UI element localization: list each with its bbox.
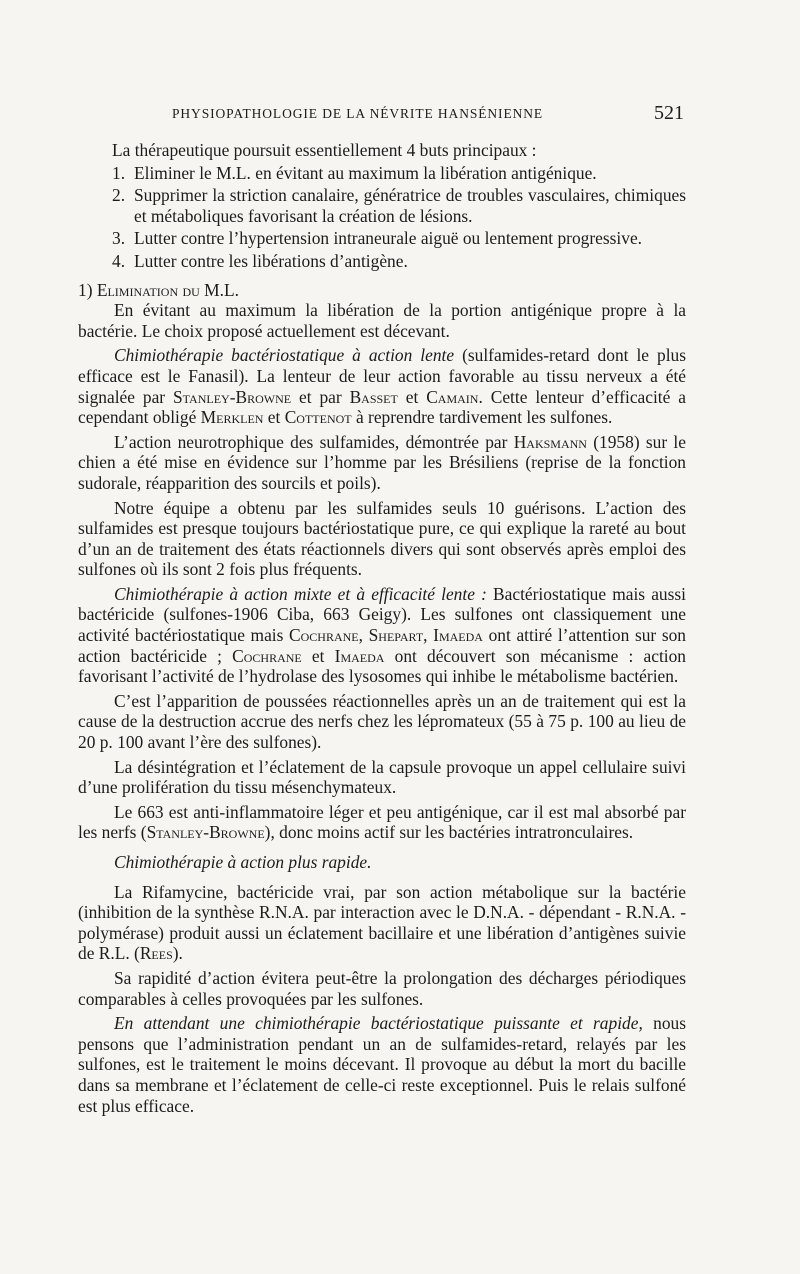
list-item (78, 228, 686, 249)
paragraph: Le 663 est anti-inflammatoire léger et peu antigénique, car il est mal absorbé par les nerfs (Stanley-Browne), donc moins actif sur les bactéries intratronculaires. (78, 801, 686, 843)
list-number: 1. (112, 162, 126, 183)
section-heading (78, 280, 686, 301)
paragraph: C’est l’apparition de poussées réactionnelles après un an de traitement qui est la cause de la destruction accrue des nerfs chez les lépromateux (55 à 75 p. 100 au lieu de 20 p. 100 avant l’ère des sulfones). (78, 690, 686, 753)
running-header (0, 102, 800, 130)
list-number: 4. (112, 250, 126, 271)
author-name: Cottenot (284, 407, 352, 428)
paragraph: La désintégration et l’éclatement de la capsule provoque un appel cellulaire suivi d’une prolifération du tissu mésenchymateux. (78, 756, 686, 798)
subheading: Chimiothérapie à action plus rapide. (114, 852, 372, 872)
paragraph: L’action neurotrophique des sulfamides, démontrée par Haksmann (1958) sur le chien a été mise en évidence sur l’homme par les Brésiliens (reprise de la fonction sudorale, réapparition des sourcils et poils). (78, 431, 686, 493)
list-item-text: Lutter contre l’hypertension intraneurale aiguë ou lentement progressive. (134, 228, 643, 249)
list-number: 3. (112, 228, 126, 249)
goals-list (78, 163, 686, 272)
list-item (78, 185, 686, 226)
body-text (78, 140, 686, 1116)
italic-heading: Chimiothérapie bactériostatique à action lente (114, 345, 455, 366)
list-number: 2. (112, 185, 126, 206)
author-name: Stanley-Browne (173, 386, 292, 407)
author-name: Cochrane (232, 645, 302, 666)
author-name: Rees (139, 943, 173, 964)
page-number: 521 (654, 102, 684, 124)
author-name: Camain (426, 386, 479, 407)
italic-heading: Chimiothérapie à action mixte et à efficacité lente : (114, 583, 487, 604)
author-name: Basset (349, 386, 398, 407)
intro-paragraph: La thérapeutique poursuit essentiellement 4 buts principaux : (112, 140, 537, 160)
list-item-text: Supprimer la striction canalaire, génératrice de troubles vasculaires, chimiques et métaboliques favorisant la création de lésions. (134, 185, 686, 226)
section-number: 1) (78, 279, 93, 300)
paragraph: Chimiothérapie à action mixte et à efficacité lente : Bactériostatique mais aussi bactéricide (sulfones-1906 Ciba, 663 Geigy). Les sulfones ont classiquement une activité bactériostatique mais Cochrane, Shepart, Imaeda ont attiré l’attention sur son action bactéricide ; Cochrane et Imaeda ont découvert son mécanisme : action favorisant l’activité de l’hydrolase des lysosomes qui inhibe le métabolisme bactérien. (78, 583, 687, 687)
list-item (78, 163, 686, 184)
list-item-text: Eliminer le M.L. en évitant au maximum la libération antigénique. (134, 162, 597, 183)
paragraph: La Rifamycine, bactéricide vrai, par son action métabolique sur la bactérie (inhibition de la synthèse R.N.A. par interaction avec le D.N.A. - dépendant - R.N.A. - polymérase) produit aussi un éclatement bacillaire et une libération d’antigènes suivie de R.L. (Rees). (78, 881, 686, 964)
paragraph: En évitant au maximum la libération de la portion antigénique propre à la bactérie. Le choix proposé actuellement est décevant. (78, 300, 686, 341)
author-name: Haksmann (513, 431, 587, 452)
running-title: PHYSIOPATHOLOGIE DE LA NÉVRITE HANSÉNIENNE (172, 106, 544, 121)
list-item (78, 251, 686, 272)
paragraph: Sa rapidité d’action évitera peut-être la prolongation des décharges périodiques comparables à celles provoquées par les sulfones. (78, 967, 686, 1009)
section-title: Elimination du M.L. (96, 279, 239, 300)
author-name: Imaeda (334, 645, 385, 666)
italic-heading: En attendant une chimiothérapie bactériostatique puissante et rapide, (114, 1013, 643, 1034)
author-name: Shepart (368, 625, 424, 646)
author-name: Cochrane (289, 625, 359, 646)
author-name: Merklen (200, 407, 264, 428)
paragraph: En attendant une chimiothérapie bactériostatique puissante et rapide, nous pensons que l’administration pendant un an de sulfamides-retard, relayés par les sulfones, est le traitement le moins décevant. Il provoque au début la mort du bacille dans sa membrane et l’éclatement de celle-ci reste exceptionnel. Puis le relais sulfoné est plus efficace. (78, 1013, 686, 1116)
paragraph: Notre équipe a obtenu par les sulfamides seuls 10 guérisons. L’action des sulfamides est presque toujours bactériostatique pure, ce qui explique la rareté au bout d’un an de traitement des états réactionnels divers qui sont observés après emploi des sulfones où ils sont 2 fois plus fréquents. (78, 497, 686, 580)
list-item-text: Lutter contre les libérations d’antigène. (134, 250, 408, 271)
author-name: Stanley-Browne (146, 822, 265, 843)
paragraph: Chimiothérapie bactériostatique à action lente (sulfamides-retard dont le plus efficace est le Fanasil). La lenteur de leur action favorable au tissu nerveux a été signalée par Stanley-Browne et par Basset et Camain. Cette lenteur d’efficacité a cependant obligé Merklen et Cottenot à reprendre tardivement les sulfones. (78, 345, 686, 428)
author-name: Imaeda (433, 625, 483, 646)
